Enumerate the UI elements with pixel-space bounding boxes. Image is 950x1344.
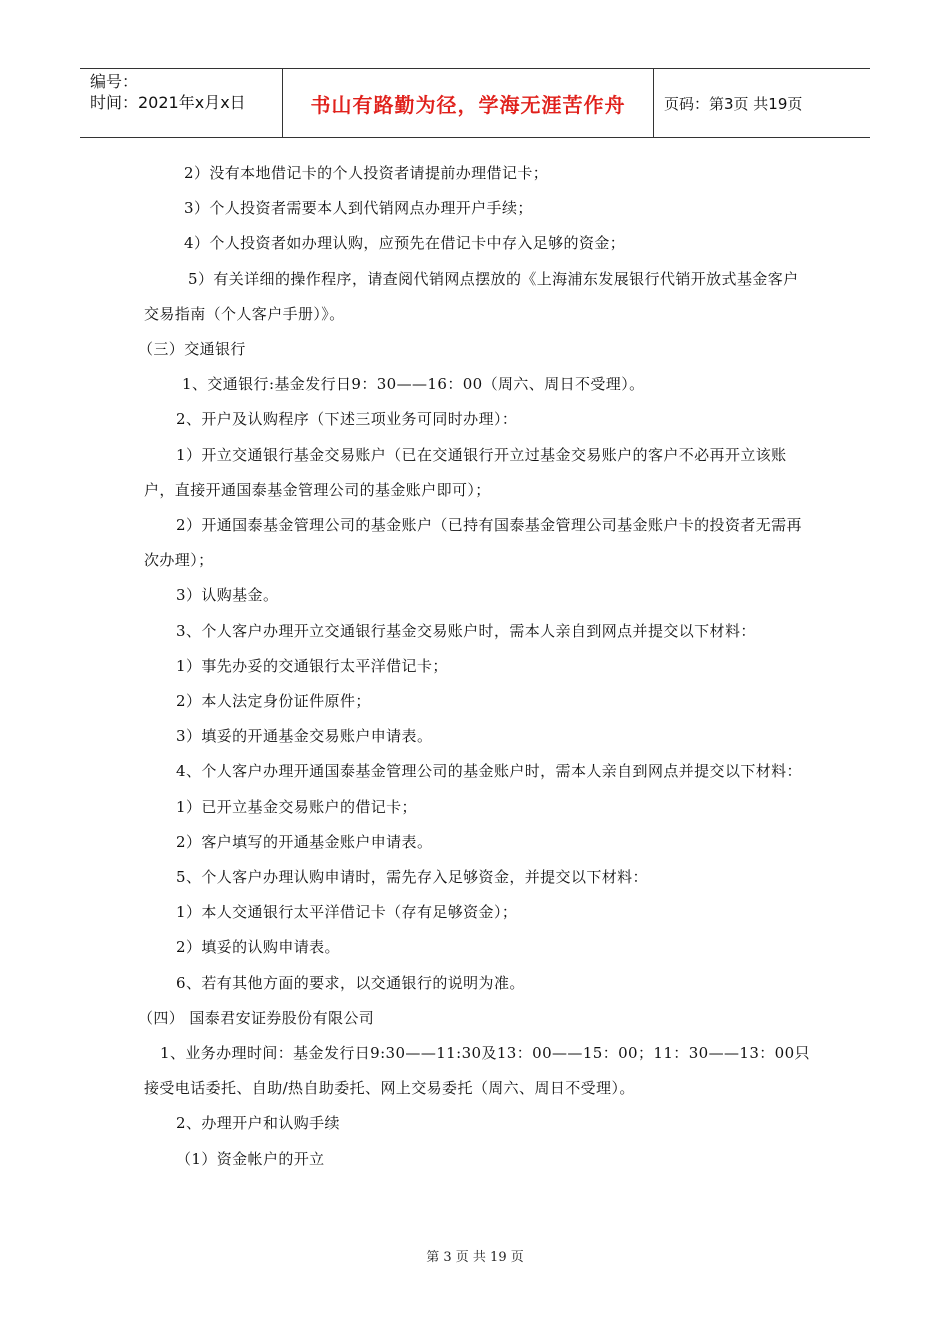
body-paragraph: 1）开立交通银行基金交易账户（已在交通银行开立过基金交易账户的客户不必再开立该账户，直接开通国泰基金管理公司的基金账户即可）； <box>144 445 787 499</box>
body-paragraph: 2）开通国泰基金管理公司的基金账户（已持有国泰基金管理公司基金账户卡的投资者无需再次办理）； <box>144 516 802 570</box>
document-body <box>138 156 812 1177</box>
body-paragraph: 3）填妥的开通基金交易账户申请表。 <box>176 727 433 746</box>
header-motto: 书山有路勤为径，学海无涯苦作舟 <box>282 69 654 137</box>
body-paragraph: 3）个人投资者需要本人到代销网点办理开户手续； <box>184 199 533 218</box>
document-number-label: 编号： <box>90 72 139 91</box>
page-footer: 第 3 页 共 19 页 <box>426 1250 524 1265</box>
header-meta <box>80 69 282 137</box>
header-page-info: 页码：第3页 共19页 <box>664 94 803 113</box>
body-paragraph: 1、业务办理时间：基金发行日9:30——11:30及13：00——15：00；11：30——13：00只接受电话委托、自助/热自助委托、网上交易委托（周六、周日不受理）。 <box>144 1044 810 1098</box>
body-paragraph: 2、办理开户和认购手续 <box>176 1114 340 1133</box>
body-paragraph: 1）事先办妥的交通银行太平洋借记卡； <box>176 656 448 675</box>
body-paragraph: （1）资金帐户的开立 <box>176 1149 325 1168</box>
body-paragraph: 1、交通银行:基金发行日9：30——16：00（周六、周日不受理）。 <box>182 375 645 394</box>
body-paragraph: 5、个人客户办理认购申请时，需先存入足够资金，并提交以下材料： <box>176 868 648 887</box>
body-paragraph: （三）交通银行 <box>138 340 246 359</box>
body-paragraph: 3）认购基金。 <box>176 586 279 605</box>
page-header <box>80 68 870 138</box>
body-paragraph: 6、若有其他方面的要求，以交通银行的说明为准。 <box>176 973 525 992</box>
body-paragraph: 5）有关详细的操作程序，请查阅代销网点摆放的《上海浦东发展银行代销开放式基金客户交易指南（个人客户手册）》。 <box>144 269 799 323</box>
body-paragraph: 3、个人客户办理开立交通银行基金交易账户时，需本人亲自到网点并提交以下材料： <box>176 621 756 640</box>
body-paragraph: 2）客户填写的开通基金账户申请表。 <box>176 832 433 851</box>
body-paragraph: 2）填妥的认购申请表。 <box>176 938 340 957</box>
document-time-label: 时间：2021年x月x日 <box>90 93 246 112</box>
body-paragraph: 4、个人客户办理开通国泰基金管理公司的基金账户时，需本人亲自到网点并提交以下材料： <box>176 762 802 781</box>
body-paragraph: 2、开户及认购程序（下述三项业务可同时办理）： <box>176 410 518 429</box>
body-paragraph: 2）没有本地借记卡的个人投资者请提前办理借记卡； <box>184 164 549 182</box>
body-paragraph: 1）本人交通银行太平洋借记卡（存有足够资金）； <box>176 903 518 922</box>
body-paragraph: 1）已开立基金交易账户的借记卡； <box>176 797 417 816</box>
body-paragraph: （四） 国泰君安证券股份有限公司 <box>138 1008 375 1027</box>
body-paragraph: 2）本人法定身份证件原件； <box>176 692 371 711</box>
body-paragraph: 4）个人投资者如办理认购，应预先在借记卡中存入足够的资金； <box>184 234 626 253</box>
